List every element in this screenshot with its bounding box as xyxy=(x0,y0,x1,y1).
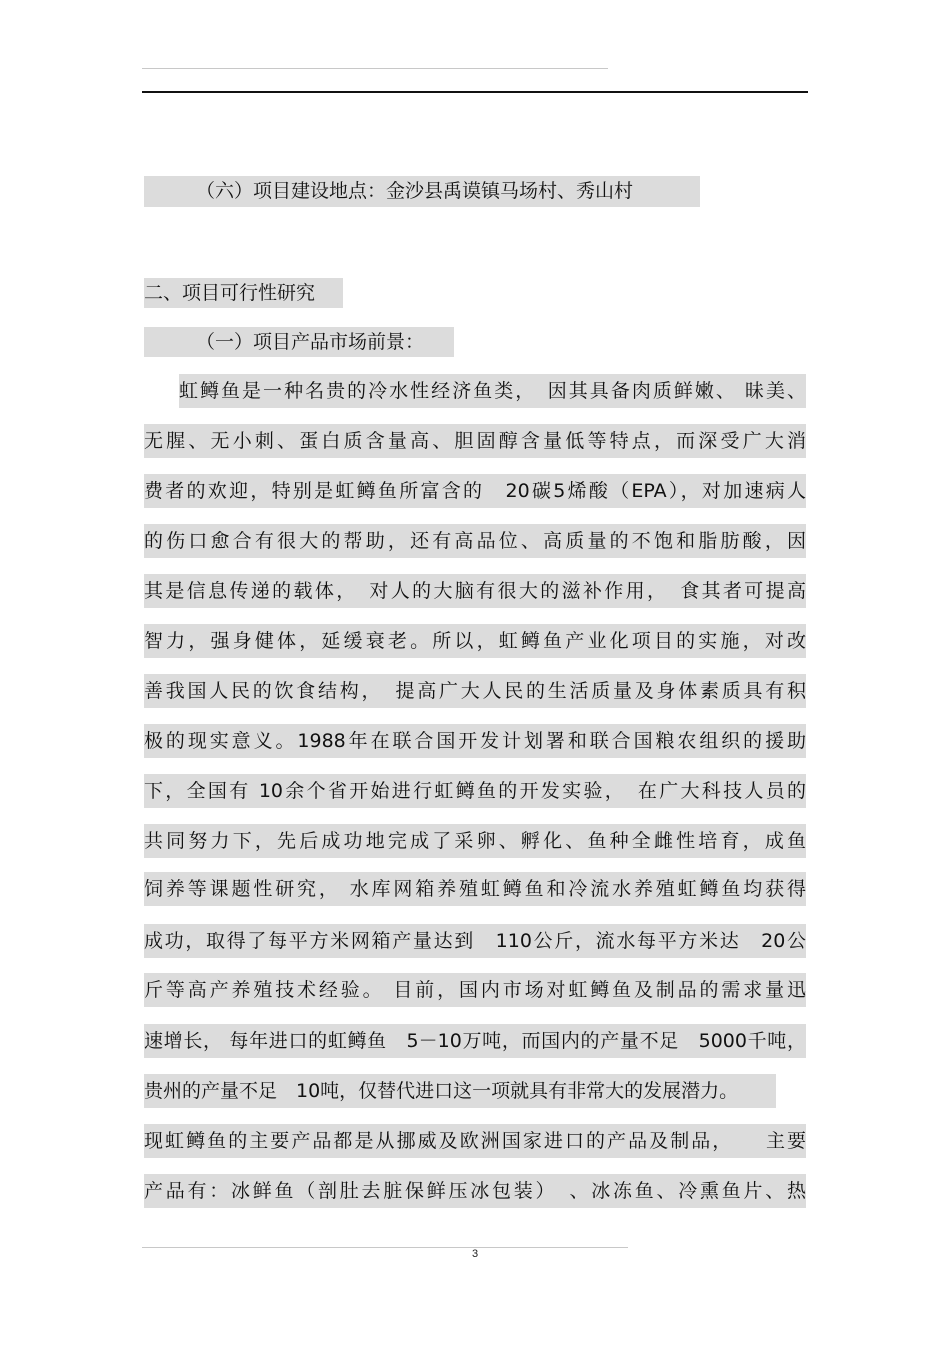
paragraph-line: 饲养等课题性研究， 水库网箱养殖虹鳟鱼和冷流水养殖虹鳟鱼均获得 xyxy=(144,872,806,906)
paragraph-line: 贵州的产量不足 10吨，仅替代进口这一项就具有非常大的发展潜力。 xyxy=(144,1074,776,1108)
paragraph-line: 的伤口愈合有很大的帮助，还有高品位、高质量的不饱和脂肪酸，因 xyxy=(144,524,806,558)
subsection-title: （一）项目产品市场前景： xyxy=(196,331,425,353)
section-title: 二、项目可行性研究 xyxy=(144,282,316,304)
paragraph-line: 极的现实意义。1988年在联合国开发计划署和联合国粮农组织的援助 xyxy=(144,724,806,758)
paragraph-line: 其是信息传递的载体， 对人的大脑有很大的滋补作用， 食其者可提高 xyxy=(144,574,806,608)
header-artifact-line xyxy=(142,68,608,69)
paragraph-line: 现虹鳟鱼的主要产品都是从挪威及欧洲国家进口的产品及制品， 主要 xyxy=(144,1124,806,1158)
paragraph-line: 善我国人民的饮食结构， 提高广大人民的生活质量及身体素质具有积 xyxy=(144,674,806,708)
page-number: 3 xyxy=(471,1248,479,1260)
paragraph-line: 成功，取得了每平方米网箱产量达到 110公斤，流水每平方米达 20公 xyxy=(144,924,806,958)
paragraph-line: 下，全国有 10余个省开始进行虹鳟鱼的开发实验， 在广大科技人员的 xyxy=(144,774,806,808)
paragraph-line: 虹鳟鱼是一种名贵的冷水性经济鱼类， 因其具备肉质鲜嫩、 昧美、 xyxy=(179,374,806,408)
site-heading: （六）项目建设地点：金沙县禹谟镇马场村、秀山村 xyxy=(196,180,634,202)
paragraph-line: 斤等高产养殖技术经验。 目前，国内市场对虹鳟鱼及制品的需求量迅 xyxy=(144,973,806,1007)
paragraph-line: 费者的欢迎，特别是虹鳟鱼所富含的 20碳5烯酸（EPA），对加速病人 xyxy=(144,474,806,508)
header-rule xyxy=(142,91,808,93)
paragraph-line: 共同努力下，先后成功地完成了采卵、孵化、鱼种全雌性培育，成鱼 xyxy=(144,824,806,858)
paragraph-line: 无腥、无小刺、蛋白质含量高、胆固醇含量低等特点，而深受广大消 xyxy=(144,424,806,458)
paragraph-line: 智力，强身健体，延缓衰老。所以，虹鳟鱼产业化项目的实施，对改 xyxy=(144,624,806,658)
paragraph-line: 速增长， 每年进口的虹鳟鱼 5－10万吨，而国内的产量不足 5000千吨， xyxy=(144,1024,806,1058)
paragraph-line: 产品有：冰鲜鱼（剖肚去脏保鲜压冰包装） 、冰冻鱼、冷熏鱼片、热 xyxy=(144,1174,806,1208)
